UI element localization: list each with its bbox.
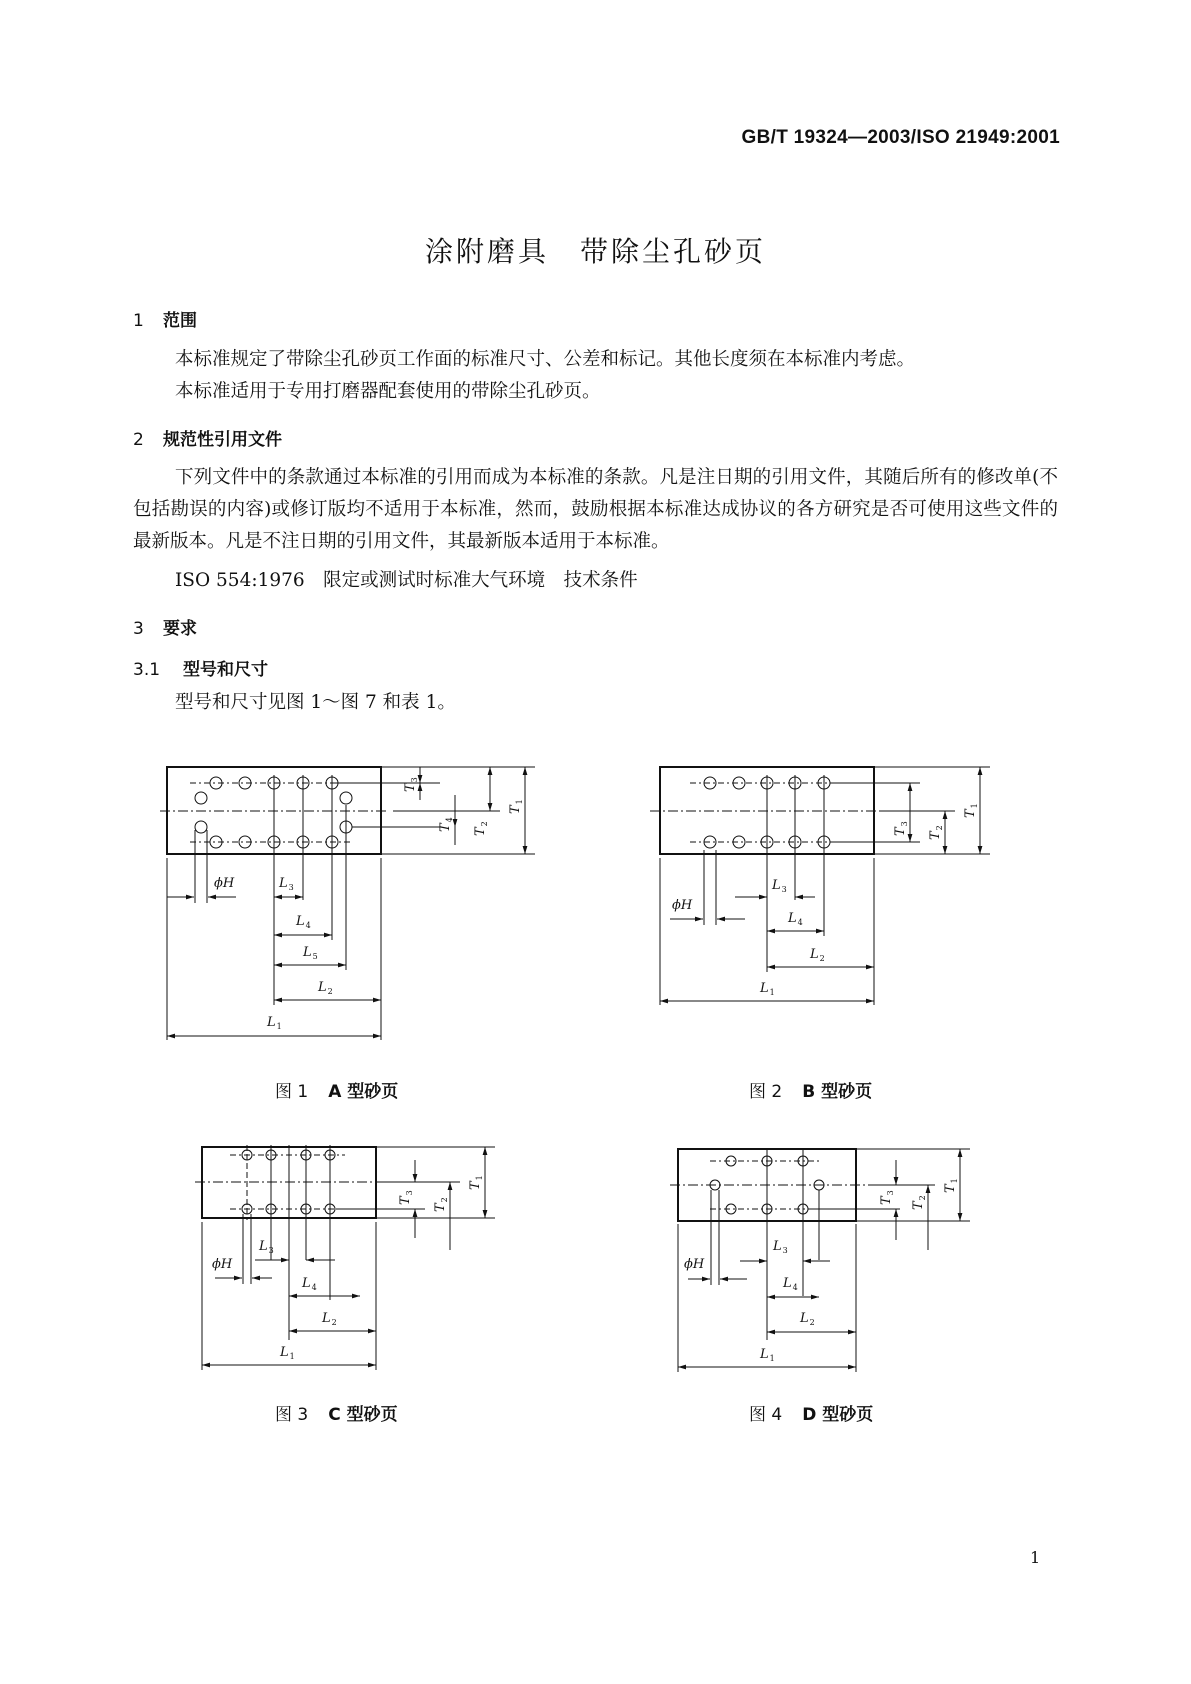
- label-T2: $T_2$: [473, 821, 489, 836]
- section-number: 2: [133, 430, 144, 450]
- section-1-para-1: 本标准规定了带除尘孔砂页工作面的标准尺寸、公差和标记。其他长度须在本标准内考虑。: [175, 349, 916, 370]
- label-T3: $T_3$: [398, 1190, 414, 1205]
- label-T1: $T_1$: [963, 803, 979, 818]
- figure-number: 图 2: [749, 1082, 783, 1102]
- label-L3: $L_3$: [772, 878, 787, 894]
- label-L4: $L_4$: [788, 911, 803, 927]
- label-T3: $T_3$: [893, 821, 909, 836]
- section-title: 型号和尺寸: [183, 660, 268, 680]
- label-L1: $L_1$: [280, 1345, 295, 1361]
- label-T2: $T_2$: [433, 1197, 449, 1212]
- label-phiH: ϕH: [212, 1257, 233, 1272]
- label-L2: $L_2$: [800, 1311, 815, 1327]
- label-phiH: ϕH: [684, 1257, 705, 1272]
- label-T2: $T_2$: [928, 825, 944, 840]
- label-L4: $L_4$: [296, 914, 311, 930]
- label-T2: $T_2$: [911, 1195, 927, 1210]
- label-L4: $L_4$: [302, 1276, 317, 1292]
- label-T1: $T_1$: [943, 1178, 959, 1193]
- label-T3: $T_3$: [403, 777, 419, 792]
- section-1-para-2: 本标准适用于专用打磨器配套使用的带除尘孔砂页。: [175, 381, 601, 402]
- figure-number: 图 3: [275, 1405, 309, 1425]
- dimension-labels: [212, 777, 979, 1363]
- document-title: 涂附磨具 带除尘孔砂页: [424, 235, 766, 268]
- label-L5: $L_5$: [303, 945, 318, 961]
- section-title: 规范性引用文件: [163, 430, 282, 450]
- label-L1: $L_1$: [760, 1347, 775, 1363]
- section-3-1-para: 型号和尺寸见图 1～图 7 和表 1。: [175, 692, 456, 713]
- label-T1: $T_1$: [468, 1175, 484, 1190]
- section-number: 3: [133, 619, 144, 639]
- section-title: 要求: [163, 619, 197, 639]
- label-L3: $L_3$: [259, 1239, 274, 1255]
- figure-1-drawing: [160, 767, 535, 1040]
- label-T1: $T_1$: [508, 799, 524, 814]
- label-L1: $L_1$: [267, 1015, 282, 1031]
- label-T4: $T_4$: [438, 817, 454, 832]
- figure-1-caption: [275, 1077, 398, 1102]
- label-phiH: ϕH: [214, 876, 235, 891]
- label-L4: $L_4$: [783, 1276, 798, 1292]
- figure-number: 图 1: [275, 1082, 309, 1102]
- figure-2-drawing: [650, 767, 990, 1005]
- figure-2-caption: [749, 1077, 872, 1102]
- label-L2: $L_2$: [810, 947, 825, 963]
- label-T3: $T_3$: [879, 1190, 895, 1205]
- section-number: 1: [133, 311, 144, 331]
- figure-title: C 型砂页: [328, 1405, 398, 1425]
- label-phiH: ϕH: [672, 898, 693, 913]
- section-number: 3.1: [133, 660, 161, 680]
- section-2-para-1: 下列文件中的条款通过本标准的引用而成为本标准的条款。凡是注日期的引用文件，其随后所有的修改单(不包括勘误的内容)或修订版均不适用于本标准，然而，鼓励根据本标准达成协议的各方研究是否可使用这些文件的最新版本。凡是不注日期的引用文件，其最新版本适用于本标准。: [133, 467, 1058, 552]
- label-L1: $L_1$: [760, 981, 775, 997]
- label-L3: $L_3$: [279, 876, 294, 892]
- figure-4-drawing: [670, 1149, 970, 1372]
- figure-4-caption: [749, 1400, 873, 1425]
- figure-3-caption: [275, 1400, 398, 1425]
- label-L3: $L_3$: [773, 1239, 788, 1255]
- figure-3-drawing: [195, 1145, 495, 1370]
- figure-number: 图 4: [749, 1405, 783, 1425]
- page-number: 1: [1030, 1548, 1041, 1567]
- standard-code: GB/T 19324—2003/ISO 21949:2001: [741, 127, 1060, 148]
- figure-title: A 型砂页: [328, 1082, 399, 1102]
- normative-reference: ISO 554:1976 限定或测试时标准大气环境 技术条件: [175, 570, 638, 591]
- label-L2: $L_2$: [322, 1311, 337, 1327]
- section-title: 范围: [163, 311, 197, 331]
- label-L2: $L_2$: [318, 980, 333, 996]
- figure-title: B 型砂页: [802, 1082, 873, 1102]
- figure-title: D 型砂页: [802, 1405, 874, 1425]
